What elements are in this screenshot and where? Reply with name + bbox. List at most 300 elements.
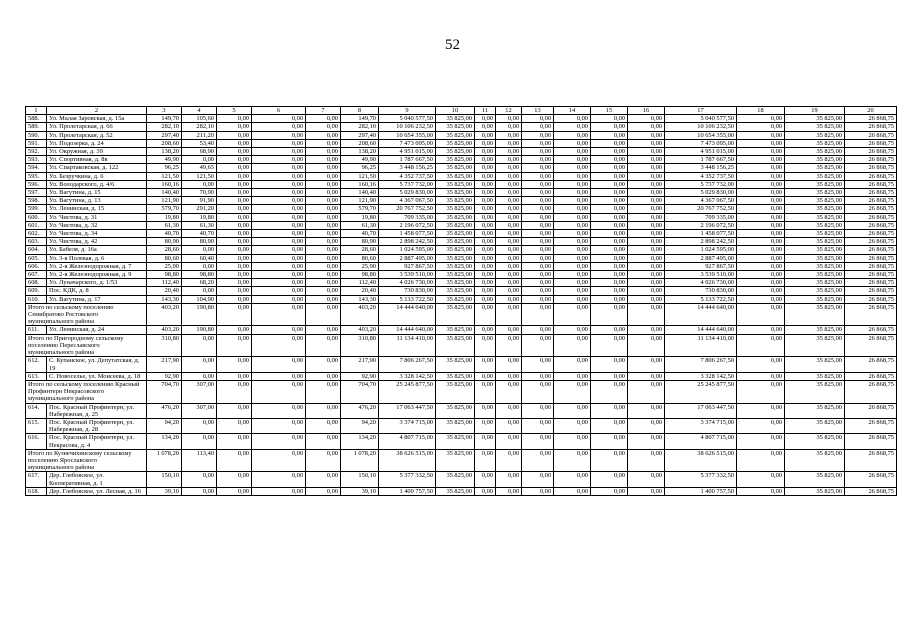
value-cell: 0,00 [522, 449, 554, 472]
area-residential-cell: 80,90 [182, 238, 217, 246]
area-total-cell: 80,90 [147, 238, 182, 246]
address-cell: Ул. Подозерка, д. 24 [47, 139, 147, 147]
table-row [26, 230, 897, 238]
area-residential-cell: 40,70 [182, 230, 217, 238]
value-cell: 0,00 [628, 279, 665, 287]
value-cell: 0,00 [475, 303, 496, 326]
unit-cost-cell: 26 868,75 [845, 131, 897, 139]
area-residential-cell: 68,20 [182, 279, 217, 287]
value-cell: 0,00 [496, 357, 522, 372]
area-cell: 80,90 [341, 238, 379, 246]
value-cell: 0,00 [737, 246, 785, 254]
unit-cost-cell: 35 825,00 [785, 303, 845, 326]
column-number: 2 [47, 107, 147, 115]
area-cell: 121,90 [341, 197, 379, 205]
area-residential-cell: 104,90 [182, 295, 217, 303]
value-cell: 0,00 [475, 131, 496, 139]
cost-cell: 10 106 232,50 [379, 123, 436, 131]
value-cell: 0,00 [475, 279, 496, 287]
value-cell: 0,00 [306, 156, 341, 164]
unit-cost-cell: 35 825,00 [436, 221, 475, 229]
unit-cost-cell: 35 825,00 [436, 472, 475, 487]
row-number: 600. [26, 213, 47, 221]
value-cell: 0,00 [496, 123, 522, 131]
value-cell: 0,00 [306, 403, 341, 418]
value-cell: 0,00 [737, 271, 785, 279]
value-cell: 0,00 [628, 156, 665, 164]
cost-cell: 1 024 595,00 [379, 246, 436, 254]
value-cell: 0,00 [475, 172, 496, 180]
value-cell: 0,00 [496, 189, 522, 197]
cost-cell: 4 951 015,00 [379, 148, 436, 156]
table-row [26, 123, 897, 131]
area-total-cell: 121,90 [147, 197, 182, 205]
value-cell: 0,00 [554, 254, 591, 262]
value-cell: 0,00 [554, 262, 591, 270]
cost-total-cell: 3 328 142,50 [665, 372, 737, 380]
area-cell: 112,40 [341, 279, 379, 287]
address-cell: Ул. Малая Заровская, д. 15а [47, 115, 147, 123]
value-cell: 0,00 [475, 287, 496, 295]
cost-cell: 4 352 737,50 [379, 172, 436, 180]
area-total-cell: 80,60 [147, 254, 182, 262]
unit-cost-cell: 26 868,75 [845, 238, 897, 246]
cost-total-cell: 4 807 715,00 [665, 434, 737, 449]
area-cell: 403,20 [341, 326, 379, 334]
value-cell: 0,00 [252, 180, 306, 188]
unit-cost-cell: 26 868,75 [845, 197, 897, 205]
cost-total-cell: 3 374 715,00 [665, 418, 737, 433]
table-row [26, 164, 897, 172]
value-cell: 0,00 [737, 434, 785, 449]
area-residential-cell: 61,30 [182, 221, 217, 229]
value-cell: 0,00 [591, 221, 628, 229]
area-cell: 39,10 [341, 487, 379, 495]
value-cell: 0,00 [306, 246, 341, 254]
unit-cost-cell: 35 825,00 [436, 295, 475, 303]
page-number: 52 [445, 37, 460, 53]
area-total-cell: 140,40 [147, 189, 182, 197]
row-number: 597. [26, 189, 47, 197]
unit-cost-cell: 35 825,00 [785, 449, 845, 472]
value-cell: 0,00 [306, 123, 341, 131]
area-total-cell: 310,80 [147, 334, 182, 357]
value-cell: 0,00 [252, 295, 306, 303]
area-total-cell: 403,20 [147, 326, 182, 334]
value-cell: 0,00 [591, 205, 628, 213]
value-cell: 0,00 [496, 180, 522, 188]
value-cell: 0,00 [554, 139, 591, 147]
value-cell: 0,00 [737, 131, 785, 139]
cost-cell: 7 806 267,50 [379, 357, 436, 372]
row-number: 598. [26, 197, 47, 205]
value-cell: 0,00 [591, 334, 628, 357]
value-cell: 0,00 [496, 380, 522, 403]
value-cell: 0,00 [252, 115, 306, 123]
unit-cost-cell: 26 868,75 [845, 205, 897, 213]
cost-cell: 2 887 495,00 [379, 254, 436, 262]
value-cell: 0,00 [475, 334, 496, 357]
area-total-cell: 98,80 [147, 271, 182, 279]
value-cell: 0,00 [475, 230, 496, 238]
value-cell: 0,00 [628, 115, 665, 123]
value-cell: 0,00 [306, 449, 341, 472]
area-cell: 149,70 [341, 115, 379, 123]
area-residential-cell: 0,00 [182, 434, 217, 449]
cost-cell: 3 539 510,00 [379, 271, 436, 279]
value-cell: 0,00 [496, 156, 522, 164]
cost-cell: 17 063 447,50 [379, 403, 436, 418]
value-cell: 0,00 [306, 172, 341, 180]
value-cell: 0,00 [554, 334, 591, 357]
address-cell: Пос. Красный Профинтерн, ул. Некрасова, д. 4 [47, 434, 147, 449]
cost-total-cell: 5 133 722,50 [665, 295, 737, 303]
area-total-cell: 149,70 [147, 115, 182, 123]
value-cell: 0,00 [737, 148, 785, 156]
table-row [26, 213, 897, 221]
value-cell: 0,00 [628, 197, 665, 205]
unit-cost-cell: 35 825,00 [436, 372, 475, 380]
value-cell: 0,00 [628, 434, 665, 449]
value-cell: 0,00 [475, 472, 496, 487]
value-cell: 0,00 [628, 449, 665, 472]
area-cell: 96,25 [341, 164, 379, 172]
value-cell: 0,00 [554, 230, 591, 238]
cost-cell: 5 133 722,50 [379, 295, 436, 303]
value-cell: 0,00 [554, 434, 591, 449]
area-total-cell: 39,10 [147, 487, 182, 495]
area-cell: 704,70 [341, 380, 379, 403]
value-cell: 0,00 [306, 487, 341, 495]
cost-total-cell: 7 473 095,00 [665, 139, 737, 147]
cost-cell: 14 444 640,00 [379, 326, 436, 334]
unit-cost-cell: 35 825,00 [436, 115, 475, 123]
value-cell: 0,00 [217, 254, 252, 262]
value-cell: 0,00 [591, 279, 628, 287]
value-cell: 0,00 [496, 246, 522, 254]
unit-cost-cell: 35 825,00 [785, 487, 845, 495]
value-cell: 0,00 [522, 372, 554, 380]
value-cell: 0,00 [628, 213, 665, 221]
value-cell: 0,00 [252, 487, 306, 495]
value-cell: 0,00 [217, 180, 252, 188]
cost-cell: 11 134 410,00 [379, 334, 436, 357]
value-cell: 0,00 [554, 189, 591, 197]
value-cell: 0,00 [522, 271, 554, 279]
address-cell: Ул. 2-я Железнодорожная, д. 9 [47, 271, 147, 279]
unit-cost-cell: 35 825,00 [436, 262, 475, 270]
cost-cell: 5 737 732,00 [379, 180, 436, 188]
value-cell: 0,00 [522, 262, 554, 270]
value-cell: 0,00 [591, 380, 628, 403]
value-cell: 0,00 [554, 180, 591, 188]
area-total-cell: 704,70 [147, 380, 182, 403]
value-cell: 0,00 [591, 254, 628, 262]
column-number: 3 [147, 107, 182, 115]
value-cell: 0,00 [496, 326, 522, 334]
value-cell: 0,00 [628, 326, 665, 334]
unit-cost-cell: 35 825,00 [785, 164, 845, 172]
value-cell: 0,00 [496, 115, 522, 123]
value-cell: 0,00 [217, 303, 252, 326]
value-cell: 0,00 [628, 487, 665, 495]
value-cell: 0,00 [522, 295, 554, 303]
value-cell: 0,00 [737, 287, 785, 295]
cost-total-cell: 38 626 515,00 [665, 449, 737, 472]
value-cell: 0,00 [628, 164, 665, 172]
value-cell: 0,00 [252, 205, 306, 213]
subtotal-row [26, 449, 897, 472]
unit-cost-cell: 35 825,00 [785, 205, 845, 213]
area-residential-cell: 68,90 [182, 148, 217, 156]
unit-cost-cell: 26 868,75 [845, 115, 897, 123]
address-cell: Ул. Спортивная, д. 8в [47, 156, 147, 164]
table-row [26, 434, 897, 449]
cost-cell: 4 026 730,00 [379, 279, 436, 287]
value-cell: 0,00 [737, 334, 785, 357]
value-cell: 0,00 [522, 403, 554, 418]
value-cell: 0,00 [496, 213, 522, 221]
value-cell: 0,00 [475, 434, 496, 449]
column-number: 18 [737, 107, 785, 115]
table-row [26, 246, 897, 254]
value-cell: 0,00 [591, 326, 628, 334]
area-cell: 49,90 [341, 156, 379, 164]
unit-cost-cell: 35 825,00 [785, 357, 845, 372]
value-cell: 0,00 [217, 487, 252, 495]
value-cell: 0,00 [522, 487, 554, 495]
area-cell: 403,20 [341, 303, 379, 326]
value-cell: 0,00 [591, 449, 628, 472]
value-cell: 0,00 [554, 287, 591, 295]
value-cell: 0,00 [496, 197, 522, 205]
area-cell: 138,20 [341, 148, 379, 156]
cost-cell: 1 400 757,50 [379, 487, 436, 495]
value-cell: 0,00 [475, 189, 496, 197]
area-residential-cell: 113,40 [182, 449, 217, 472]
unit-cost-cell: 35 825,00 [436, 418, 475, 433]
value-cell: 0,00 [496, 303, 522, 326]
cost-cell: 3 328 142,50 [379, 372, 436, 380]
value-cell: 0,00 [496, 230, 522, 238]
area-total-cell: 25,90 [147, 262, 182, 270]
address-cell: Ул. Спартаковская, д. 122 [47, 164, 147, 172]
value-cell: 0,00 [591, 472, 628, 487]
value-cell: 0,00 [252, 148, 306, 156]
table-row [26, 271, 897, 279]
value-cell: 0,00 [252, 197, 306, 205]
area-cell: 20,40 [341, 287, 379, 295]
table-row [26, 279, 897, 287]
value-cell: 0,00 [217, 418, 252, 433]
value-cell: 0,00 [475, 180, 496, 188]
subtotal-label: Итого по Пригородному сельскому поселению Переславского муниципального района [26, 334, 147, 357]
value-cell: 0,00 [522, 357, 554, 372]
value-cell: 0,00 [554, 380, 591, 403]
area-cell: 579,70 [341, 205, 379, 213]
address-cell: Ул. 2-я Железнодорожная, д. 7 [47, 262, 147, 270]
cost-cell: 1 787 667,50 [379, 156, 436, 164]
value-cell: 0,00 [628, 295, 665, 303]
column-number: 1 [26, 107, 47, 115]
value-cell: 0,00 [217, 213, 252, 221]
value-cell: 0,00 [591, 357, 628, 372]
value-cell: 0,00 [591, 139, 628, 147]
row-number: 607. [26, 271, 47, 279]
address-cell: Ул. Вагутина, д. 15 [47, 189, 147, 197]
value-cell: 0,00 [217, 279, 252, 287]
value-cell: 0,00 [496, 172, 522, 180]
value-cell: 0,00 [217, 189, 252, 197]
value-cell: 0,00 [217, 262, 252, 270]
value-cell: 0,00 [217, 148, 252, 156]
value-cell: 0,00 [217, 115, 252, 123]
value-cell: 0,00 [628, 254, 665, 262]
table-row [26, 131, 897, 139]
value-cell: 0,00 [628, 418, 665, 433]
value-cell: 0,00 [737, 221, 785, 229]
cost-total-cell: 5 029 830,00 [665, 189, 737, 197]
value-cell: 0,00 [475, 139, 496, 147]
value-cell: 0,00 [628, 131, 665, 139]
value-cell: 0,00 [522, 148, 554, 156]
value-cell: 0,00 [217, 372, 252, 380]
value-cell: 0,00 [252, 287, 306, 295]
area-residential-cell: 291,20 [182, 205, 217, 213]
column-number: 7 [306, 107, 341, 115]
row-number: 617. [26, 472, 47, 487]
area-cell: 25,90 [341, 262, 379, 270]
unit-cost-cell: 35 825,00 [785, 230, 845, 238]
cost-cell: 730 830,00 [379, 287, 436, 295]
cost-total-cell: 11 134 410,00 [665, 334, 737, 357]
value-cell: 0,00 [737, 279, 785, 287]
address-cell: Ул. Чистова, д. 31 [47, 213, 147, 221]
unit-cost-cell: 35 825,00 [785, 172, 845, 180]
value-cell: 0,00 [475, 418, 496, 433]
value-cell: 0,00 [737, 164, 785, 172]
value-cell: 0,00 [628, 180, 665, 188]
row-number: 613. [26, 372, 47, 380]
value-cell: 0,00 [475, 205, 496, 213]
cost-total-cell: 730 830,00 [665, 287, 737, 295]
column-number: 20 [845, 107, 897, 115]
value-cell: 0,00 [522, 287, 554, 295]
value-cell: 0,00 [496, 131, 522, 139]
value-cell: 0,00 [496, 238, 522, 246]
unit-cost-cell: 26 868,75 [845, 246, 897, 254]
value-cell: 0,00 [591, 213, 628, 221]
area-cell: 61,30 [341, 221, 379, 229]
value-cell: 0,00 [217, 131, 252, 139]
value-cell: 0,00 [737, 213, 785, 221]
value-cell: 0,00 [522, 172, 554, 180]
row-number: 610. [26, 295, 47, 303]
value-cell: 0,00 [217, 271, 252, 279]
area-residential-cell: 105,60 [182, 115, 217, 123]
value-cell: 0,00 [522, 303, 554, 326]
area-residential-cell: 0,00 [182, 334, 217, 357]
area-residential-cell: 0,00 [182, 287, 217, 295]
value-cell: 0,00 [628, 246, 665, 254]
unit-cost-cell: 35 825,00 [785, 254, 845, 262]
value-cell: 0,00 [554, 164, 591, 172]
cost-cell: 4 367 067,50 [379, 197, 436, 205]
value-cell: 0,00 [475, 487, 496, 495]
value-cell: 0,00 [475, 197, 496, 205]
area-total-cell: 94,20 [147, 418, 182, 433]
value-cell: 0,00 [475, 403, 496, 418]
cost-total-cell: 4 951 015,00 [665, 148, 737, 156]
unit-cost-cell: 35 825,00 [785, 148, 845, 156]
value-cell: 0,00 [737, 487, 785, 495]
value-cell: 0,00 [737, 357, 785, 372]
subtotal-row [26, 380, 897, 403]
value-cell: 0,00 [591, 418, 628, 433]
value-cell: 0,00 [496, 139, 522, 147]
value-cell: 0,00 [496, 205, 522, 213]
unit-cost-cell: 26 868,75 [845, 271, 897, 279]
table-row [26, 418, 897, 433]
value-cell: 0,00 [217, 334, 252, 357]
value-cell: 0,00 [737, 254, 785, 262]
row-number: 602. [26, 230, 47, 238]
value-cell: 0,00 [554, 131, 591, 139]
value-cell: 0,00 [554, 221, 591, 229]
value-cell: 0,00 [554, 472, 591, 487]
cost-total-cell: 927 867,50 [665, 262, 737, 270]
cost-total-cell: 5 040 577,50 [665, 115, 737, 123]
value-cell: 0,00 [496, 221, 522, 229]
unit-cost-cell: 35 825,00 [436, 287, 475, 295]
value-cell: 0,00 [496, 271, 522, 279]
table-row [26, 197, 897, 205]
area-residential-cell: 0,00 [182, 357, 217, 372]
unit-cost-cell: 35 825,00 [785, 326, 845, 334]
column-number: 4 [182, 107, 217, 115]
value-cell: 0,00 [252, 139, 306, 147]
unit-cost-cell: 35 825,00 [785, 139, 845, 147]
value-cell: 0,00 [306, 197, 341, 205]
cost-total-cell: 1 400 757,50 [665, 487, 737, 495]
value-cell: 0,00 [554, 295, 591, 303]
unit-cost-cell: 35 825,00 [436, 487, 475, 495]
value-cell: 0,00 [217, 230, 252, 238]
value-cell: 0,00 [475, 213, 496, 221]
unit-cost-cell: 26 868,75 [845, 403, 897, 418]
unit-cost-cell: 26 868,75 [845, 418, 897, 433]
value-cell: 0,00 [496, 434, 522, 449]
value-cell: 0,00 [496, 254, 522, 262]
area-cell: 143,30 [341, 295, 379, 303]
value-cell: 0,00 [737, 372, 785, 380]
unit-cost-cell: 35 825,00 [436, 246, 475, 254]
value-cell: 0,00 [475, 164, 496, 172]
value-cell: 0,00 [628, 262, 665, 270]
table-row [26, 221, 897, 229]
value-cell: 0,00 [628, 372, 665, 380]
address-cell: Ул. Вагутина, д. 13 [47, 197, 147, 205]
value-cell: 0,00 [252, 434, 306, 449]
area-residential-cell: 0,00 [182, 246, 217, 254]
value-cell: 0,00 [628, 238, 665, 246]
area-residential-cell: 307,00 [182, 403, 217, 418]
value-cell: 0,00 [306, 213, 341, 221]
value-cell: 0,00 [306, 287, 341, 295]
value-cell: 0,00 [554, 418, 591, 433]
value-cell: 0,00 [306, 205, 341, 213]
value-cell: 0,00 [522, 156, 554, 164]
